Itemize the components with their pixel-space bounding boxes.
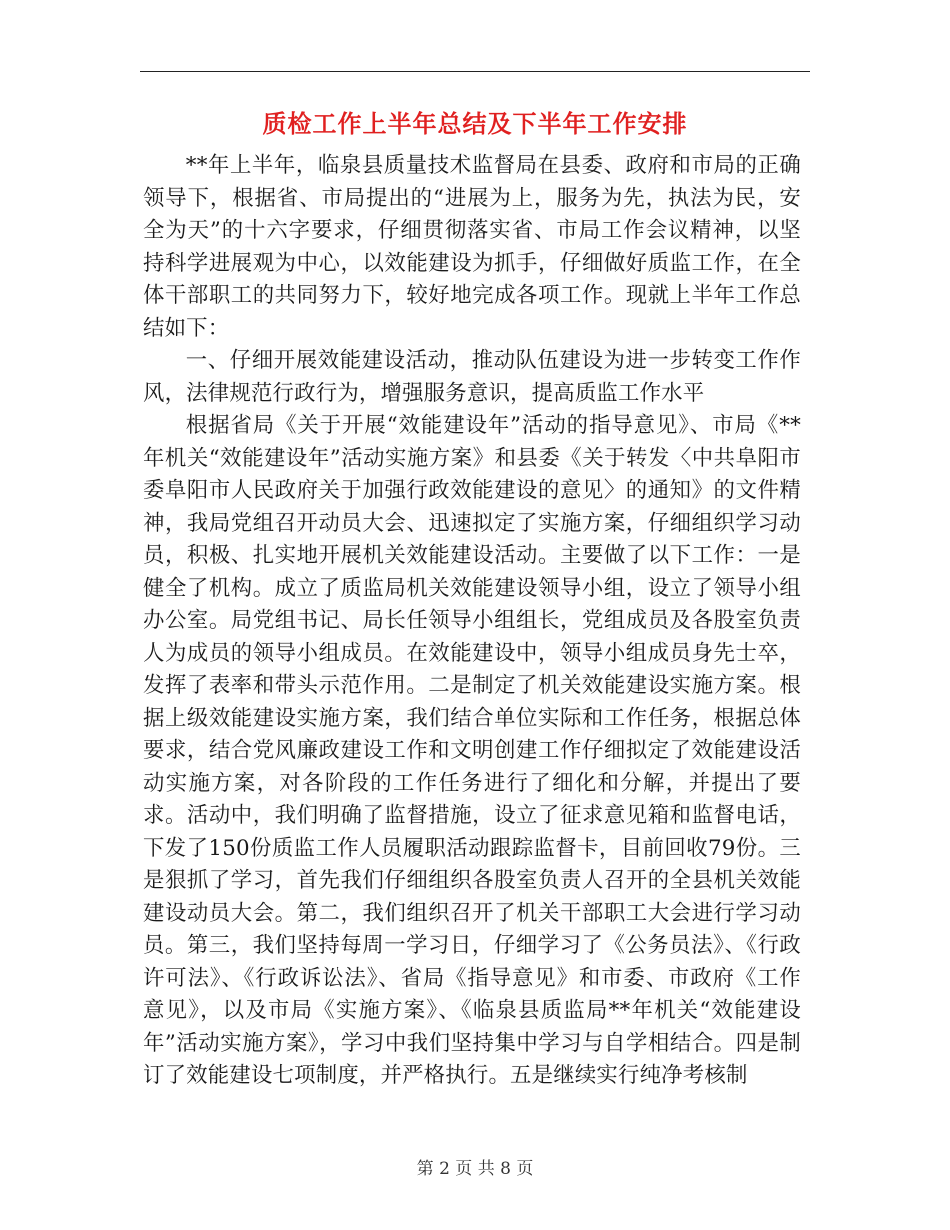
document-title: 质检工作上半年总结及下半年工作安排	[262, 109, 688, 138]
paragraph-efficiency-work: 根据省局《关于开展“效能建设年”活动的指导意见》、市局《**年机关“效能建设年”活动实施方案》和县委《关于转发〈中共阜阳市委阜阳市人民政府关于加强行政效能建设的意见〉的通知》的文件精神，我局党组召开动员大会、迅速拟定了实施方案，仔细组织学习动员，积极、扎实地开展机关效能建设活动。主要做了以下工作：一是健全了机构。成立了质监局机关效能建设领导小组，设立了领导小组办公室。局党组书记、局长任领导小组组长，党组成员及各股室负责人为成员的领导小组成员。在效能建设中，领导小组成员身先士卒，发挥了表率和带头示范作用。二是制定了机关效能建设实施方案。根据上级效能建设实施方案，我们结合单位实际和工作任务，根据总体要求，结合党风廉政建设工作和文明创建工作仔细拟定了效能建设活动实施方案，对各阶段的工作任务进行了细化和分解，并提出了要求。活动中，我们明确了监督措施，设立了征求意见箱和监督电话，下发了150份质监工作人员履职活动跟踪监督卡，目前回收79份。三是狠抓了学习，首先我们仔细组织各股室负责人召开的全县机关效能建设动员大会。第二，我们组织召开了机关干部职工大会进行学习动员。第三，我们坚持每周一学习日，仔细学习了《公务员法》、《行政许可法》、《行政诉讼法》、省局《指导意见》和市委、市政府《工作意见》，以及市局《实施方案》、《临泉县质监局**年机关“效能建设年”活动实施方案》，学习中我们坚持集中学习与自学相结合。四是制订了效能建设七项制度，并严格执行。五是继续实行纯净考核制	[143, 413, 801, 1088]
paragraph-intro: **年上半年，临泉县质量技术监督局在县委、政府和市局的正确领导下，根据省、市局提出的“进展为上，服务为先，执法为民，安全为天”的十六字要求，仔细贯彻落实省、市局工作会议精神，以坚持科学进展观为中心，以效能建设为抓手，仔细做好质监工作，在全体干部职工的共同努力下，较好地完成各项工作。现就上半年工作总结如下：	[143, 153, 801, 341]
header-rule	[140, 71, 810, 72]
paragraph-section-heading: 一、仔细开展效能建设活动，推动队伍建设为进一步转变工作作风，法律规范行政行为，增强服务意识，提高质监工作水平	[143, 348, 801, 406]
page-number: 第 2 页 共 8 页	[416, 1159, 534, 1179]
document-body	[143, 150, 801, 1093]
